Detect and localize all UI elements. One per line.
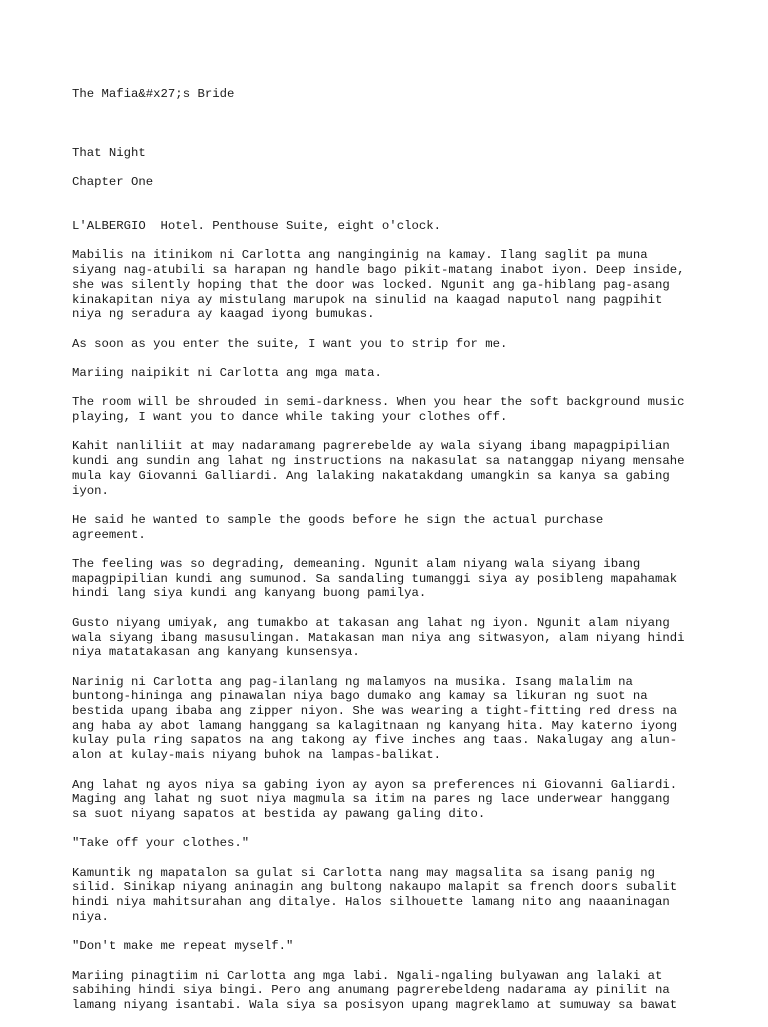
text-line: she was silently hoping that the door was locked. Ngunit ang ga-hiblang pag-asang — [72, 277, 670, 292]
text-line: "Take off your clothes." — [72, 836, 250, 851]
heading-line: That Night — [72, 145, 146, 160]
body-text — [72, 219, 702, 1013]
text-line: Narinig ni Carlotta ang pag-ilanlang ng malamyos na musika. Isang malalim na — [72, 674, 633, 689]
text-line: kulay pula ring sapatos na ang takong ay five inches ang taas. Nakalugay ang alun- — [72, 733, 678, 748]
paragraph — [72, 866, 702, 925]
text-line: playing, I want you to dance while taking your clothes off. — [72, 410, 508, 425]
text-line: The room will be shrouded in semi-darkness. When you hear the soft background music — [72, 395, 685, 410]
text-line: kundi ang sundin ang lahat ng instructions na nakasulat sa natanggap niyang mensahe — [72, 454, 685, 469]
text-line: sabihing hindi siya bingi. Pero ang anumang pagrerebeldeng nadarama ay pinilit na — [72, 983, 670, 998]
text-line: The feeling was so degrading, demeaning. Ngunit alam niyang wala siyang ibang — [72, 557, 641, 572]
text-line: silid. Sinikap niyang aninagin ang bultong nakaupo malapit sa french doors subalit — [72, 880, 678, 895]
text-line: kinakapitan niya ay mistulang marupok na sinulid na kaagad naputol nang pagpihit — [72, 292, 663, 307]
text-line: Kahit nanliliit at may nadaramang pagrerebelde ay wala siyang ibang mapagpipilian — [72, 439, 670, 454]
text-line: niya. — [72, 909, 109, 924]
text-line: Mariing pinagtiim ni Carlotta ang mga labi. Ngali-ngaling bulyawan ang lalaki at — [72, 968, 663, 983]
paragraph — [72, 248, 702, 322]
text-line: niya ng seradura ay kaagad iyong bumukas. — [72, 307, 375, 322]
text-line: buntong-hininga ang pinawalan niya bago dumako ang kamay sa likuran ng suot na — [72, 689, 648, 704]
text-line: Kamuntik ng mapatalon sa gulat si Carlotta nang may magsalita sa isang panig ng — [72, 865, 655, 880]
paragraph — [72, 836, 702, 851]
text-line: "Don't make me repeat myself." — [72, 939, 294, 954]
paragraph — [72, 939, 702, 954]
text-line: Gusto niyang umiyak, ang tumakbo at takasan ang lahat ng iyon. Ngunit alam niyang — [72, 615, 670, 630]
paragraph — [72, 557, 702, 601]
text-line: agreement. — [72, 527, 146, 542]
paragraph — [72, 675, 702, 763]
text-line: L'ALBERGIO Hotel. Penthouse Suite, eight o'clock. — [72, 219, 441, 233]
text-line: hindi niya mahitsurahan ang ditalye. Halos silhouette lamang nito ang naaaninagan — [72, 895, 670, 910]
text-line: wala siyang ibang masusulingan. Matakasan man niya ang sitwasyon, alam niyang hindi — [72, 630, 685, 645]
text-line: niya matatakasan ang kanyang kunsensya. — [72, 645, 360, 660]
text-line: He said he wanted to sample the goods before he sign the actual purchase — [72, 512, 604, 527]
paragraph — [72, 439, 702, 498]
text-line: sa suot niyang sapatos at bestida ay pawang galing dito. — [72, 806, 486, 821]
text-line: Mabilis na itinikom ni Carlotta ang nanginginig na kamay. Ilang saglit pa muna — [72, 248, 648, 263]
paragraph — [72, 778, 702, 822]
title-line: The Mafia&#x27;s Bride — [72, 86, 235, 101]
paragraph — [72, 366, 702, 381]
text-line: hindi lang siya kundi ang kanyang buong pamilya. — [72, 586, 427, 601]
text-line: lamang niyang isantabi. Wala siya sa posisyon upang magreklamo at sumuway sa bawat — [72, 998, 678, 1013]
heading-line: Chapter One — [72, 174, 154, 189]
paragraph — [72, 219, 702, 234]
text-line: mapagpipilian kundi ang sumunod. Sa sandaling tumanggi siya ay posibleng mapahamak — [72, 571, 678, 586]
paragraph — [72, 337, 702, 352]
text-line: alon at kulay-mais niyang buhok na lampas-balikat. — [72, 748, 441, 763]
text-line: mula kay Giovanni Galliardi. Ang lalaking nakatakdang umangkin sa kanya sa gabing — [72, 468, 670, 483]
text-line: Mariing naipikit ni Carlotta ang mga mata. — [72, 365, 382, 380]
paragraph — [72, 395, 702, 424]
text-line: Ang lahat ng ayos niya sa gabing iyon ay ayon sa preferences ni Giovanni Galiardi. — [72, 777, 678, 792]
document-title — [72, 72, 702, 116]
text-line: As soon as you enter the suite, I want you to strip for me. — [72, 336, 508, 351]
document-page — [72, 72, 702, 1027]
paragraph — [72, 616, 702, 660]
text-line: ang haba ay abot lamang hanggang sa kalagitnaan ng kanyang hita. May katerno iyong — [72, 718, 678, 733]
chapter-heading — [72, 131, 702, 205]
text-line: iyon. — [72, 483, 109, 498]
text-line: siyang nag-atubili sa harapan ng handle bago pikit-matang inabot iyon. Deep inside, — [72, 263, 685, 278]
text-line: bestida upang ibaba ang zipper niyon. She was wearing a tight-fitting red dress na — [72, 704, 678, 719]
paragraph — [72, 969, 702, 1013]
text-line: Maging ang lahat ng suot niya magmula sa itim na pares ng lace underwear hanggang — [72, 792, 670, 807]
paragraph — [72, 513, 702, 542]
